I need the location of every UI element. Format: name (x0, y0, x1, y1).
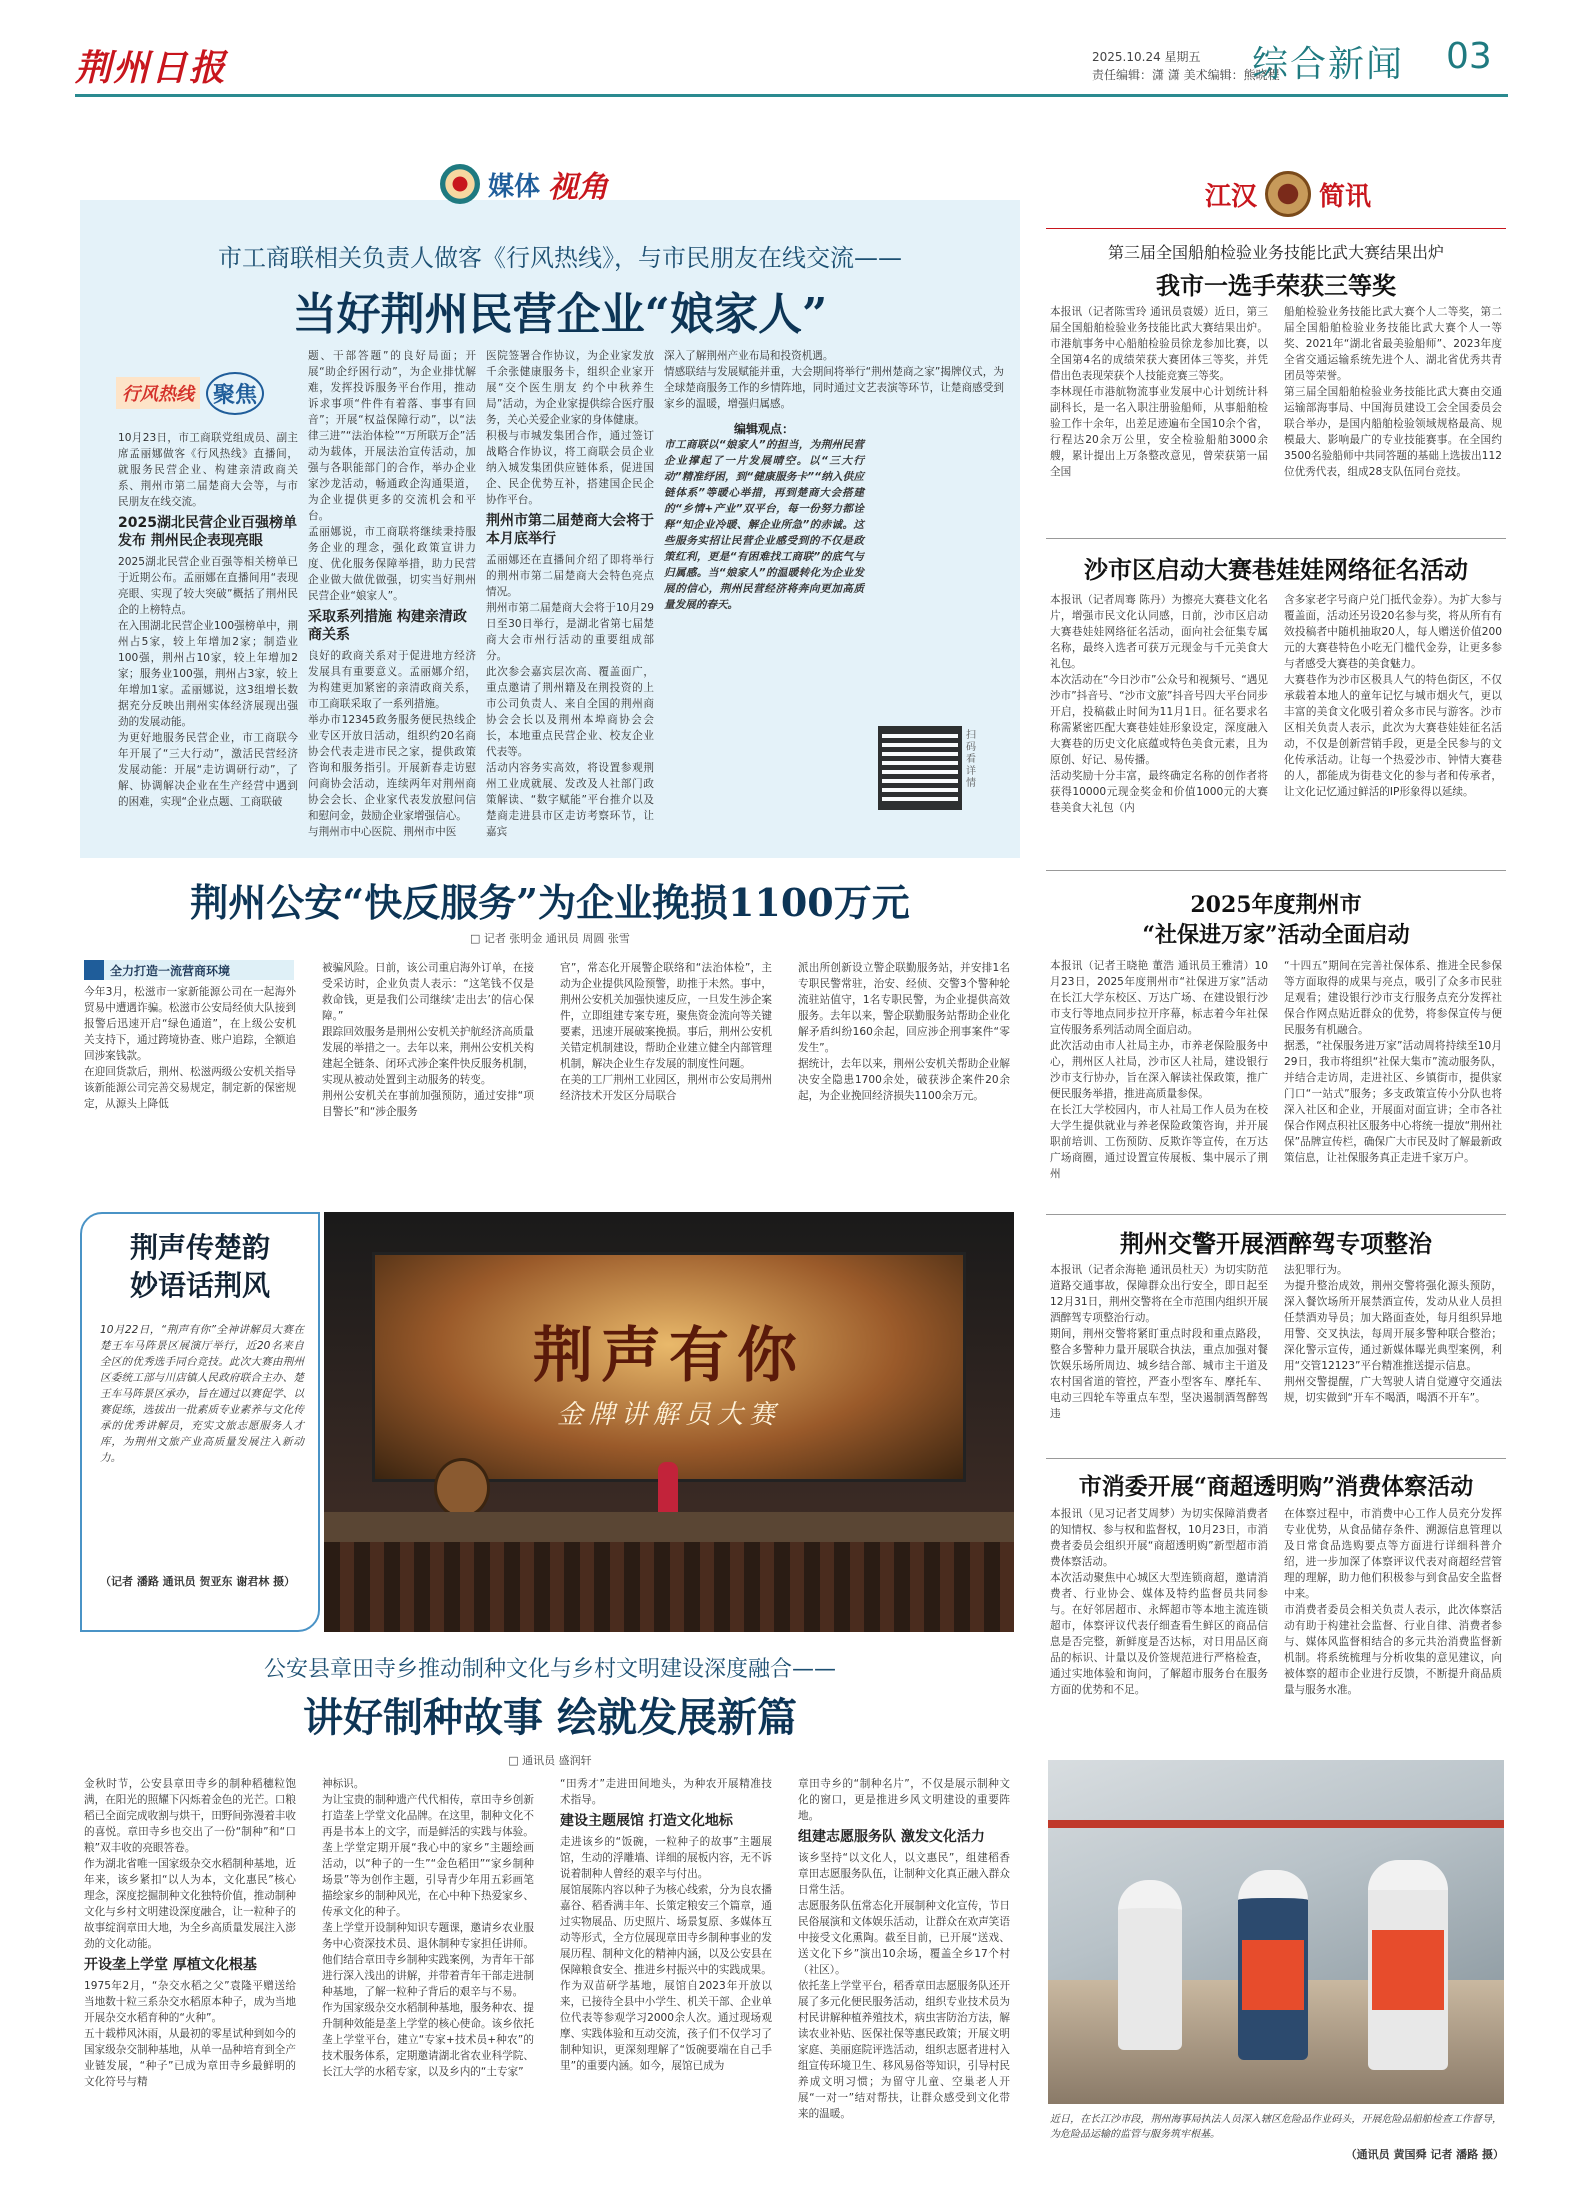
article-3-paragraph: 据悉，“社保服务进万家”活动周将持续至10月29日，我市将组织“社保大集市”流动服务队，并结合走访周，走进社区、乡镇街市，提供家门口“一站式”服务；多支政策宣传小分队也将深入社区和企业，开展面对面宣讲；全市各社保合作网点积社区服务中心将统一提放“荆州社保”品牌宣传栏，确保广大市民及时了解最新政策信息，让社保服务真正走进千家万户。 (1284, 1040, 1502, 1164)
qr-caption: 扫码看详情 (966, 730, 976, 789)
article-5-col-2 (1284, 1506, 1502, 1750)
inspector-figure (1118, 1880, 1182, 2050)
ship-rail (1048, 1820, 1504, 1828)
masthead-rule (75, 94, 1508, 97)
article-divider (1046, 1214, 1506, 1215)
media-banner (440, 160, 680, 208)
article-5-col-1 (1050, 1506, 1268, 1750)
article-2-paragraph: 含多家老字号商户兑门抵代金券）。为扩大参与覆盖面，活动还另设20名参与奖，将从所有有效投稿者中随机抽取20人，每人赠送价值200元的大赛巷特色小吃无门槛代金券，让更多参与者感受大赛巷的美食魅力。 (1284, 594, 1502, 670)
opera-stage-photo (324, 1212, 1014, 1632)
brief-banner-b: 简讯 (1319, 181, 1372, 212)
seed-headline: 讲好制种故事 绘就发展新篇 (303, 1694, 797, 1741)
article-3-title-1: 2025年度荆州市 (1190, 892, 1362, 918)
police-paragraph: 今年3月，松滋市一家新能源公司在一起海外贸易中遭遇诈骗。松滋市公安局经侦大队接到报警后迅速开启“绿色通道”，在上级公安机关支持下，通过跨境协查、账户追踪，全额追回涉案钱款。 (84, 986, 296, 1062)
seed-col-4 (798, 1776, 1010, 2184)
police-col-4 (798, 960, 1010, 1204)
police-headline: 荆州公安“快反服务”为企业挽损1100万元 (190, 880, 910, 925)
article-1-paragraph: 李林现任市港航物流事业发展中心计划统计科副科长，是一名入职注册验船师，从事船舶检验工作十余年，出差足迹遍布全国10余个省，行程达20余万公里，安全检验船舶3000余艘，累计提出上万条整改意见，曾荣获第一届全国 (1050, 386, 1268, 478)
article-4-paragraph: 本报讯（记者余海艳 通讯员杜天）为切实防范道路交通事故，保障群众出行安全，即日起至12月31日，荆州交警将在全市范围内组织开展酒醉驾专项整治行动。 (1050, 1264, 1268, 1324)
media-subhead: 2025湖北民营企业百强榜单发布 荆州民企表现亮眼 (118, 515, 297, 549)
article-divider (1046, 538, 1506, 539)
media-paragraph: 孟丽娜说，市工商联将继续秉持服务企业的理念，强化政策宣讲力度、优化服务保障举措，助力民营企业做大做优做强，切实当好荆州民营企业“娘家人”。 (308, 526, 476, 602)
police-paragraph: 被骗风险。日前，该公司重启海外订单，在接受采访时，企业负责人表示：“这笔钱不仅是救命钱，更是我们公司继续‘走出去’的信心保障。” (322, 962, 534, 1022)
article-5-paragraph: 本次活动聚焦中心城区大型连锁商超，邀请消费者、行业协会、媒体及特约监督员共同参与。在好邻居超市、永辉超市等本地主流连锁超市，体察评议代表仔细查看生鲜区的商品信息是否完整，新鲜度是否达标，对日用品区商品的标识、计量以及价签规范进行严格检查，通过实地体验和询问，了解超市服务台在服务方面的优势和不足。 (1050, 1572, 1268, 1696)
article-1-paragraph: 船舶检验业务技能比武大赛个人二等奖，第二届全国船舶检验业务技能比武大赛个人一等奖、2021年“湖北省最美验船师”、2023年度全省交通运输系统先进个人、湖北省优秀共青团员等荣誉。 (1284, 306, 1502, 382)
article-1-paragraph: 第三届全国船舶检验业务技能比武大赛由交通运输部海事局、中国海员建设工会全国委员会联合举办，是国内船舶检验领域规格最高、规模最大、影响最广的专业技能赛事。在全国约3500名验船师中共同答题的基础上选拔出112位优秀代表，组成28支队伍同台竞技。 (1284, 386, 1502, 478)
stage-drum (434, 1458, 490, 1518)
police-col-1 (84, 984, 296, 1204)
article-4-paragraph: 期间，荆州交警将紧盯重点时段和重点路段，整合多警种力量开展联合执法，重点加强对餐饮娱乐场所周边、城乡结合部、城市主干道及农村国省道的管控，严查小型客车、摩托车、电动三四轮车等重点车型，坚决遏制酒驾醉驾违 (1050, 1328, 1268, 1420)
seed-paragraph: 1975年2月，“杂交水稻之父”袁隆平赠送给当地数十粒三系杂交水稻原本种子，成为当地开展杂交水稻育种的“火种”。 (84, 1980, 296, 2024)
article-4-col-1 (1050, 1262, 1268, 1452)
article-4-paragraph: 荆州交警提醒，广大驾驶人请自觉遵守交通法规，切实做到“开车不喝酒，喝酒不开车”。 (1284, 1376, 1502, 1404)
article-5-title: 市消委开展“商超透明购”消费体察活动 (1078, 1473, 1474, 1500)
seed-col-2 (322, 1776, 534, 2184)
audience-seats (324, 1542, 1014, 1632)
media-paragraph: 荆州市第二届楚商大会将于10月29日至30日举行，是湖北省第七届楚商大会市州行活动的重要组成部分。 (486, 602, 654, 662)
editor-view-body: 市工商联以“娘家人”的担当，为荆州民营企业撑起了一片发展晴空。以“三大行动”精准纾困，到“健康服务卡”“纳入供应链体系”等暖心举措，再到楚商大会搭建的“乡情+产业”双平台，每一份努力都诠释“知企业冷暖、解企业所急”的赤诚。这些服务实招让民营企业感受到的不仅是政策红利，更是“有困难找工商联”的底气与归属感。当“娘家人”的温暖转化为企业发展的信心，荆州民营经济将奔向更加高质量发展的春天。 (664, 439, 864, 611)
seed-paragraph: 为让宝贵的制种遗产代代相传，章田寺乡创新打造垄上学堂文化品牌。在这里，制种文化不再是书本上的文字，而是鲜活的实践与体验。 (322, 1794, 534, 1838)
life-vest (1242, 1940, 1304, 2010)
section-mark-icon (84, 960, 104, 980)
brief-banner-a: 江汉 (1204, 181, 1257, 212)
media-paragraph: 为更好地服务民营企业，市工商联今年开展了“三大行动”，激活民营经济发展动能：开展“走访调研行动”，了解、协调解决企业在生产经营中遇到的困难，实现“企业点题、工商联破 (118, 732, 298, 808)
photo-caption: 近日，在长江沙市段，荆州海事局执法人员深入辖区危险品作业码头，开展危险品船舶检查工作督导，为危险品运输的监管与服务筑牢根基。 (1050, 2114, 1502, 2140)
article-2-title: 沙市区启动大赛巷娃娃网络征名活动 (1084, 555, 1468, 584)
article-1-paragraph: 本报讯（记者陈雪玲 通讯员袁媛）近日，第三届全国船舶检验业务技能比武大赛结果出炉。市港航事务中心船舶检验员徐龙参加比赛，以全国第4名的成绩荣获大赛团体三等奖，并凭借出色表现荣获个人技能竞赛三等奖。 (1050, 306, 1268, 382)
brief-banner (1168, 164, 1408, 224)
seed-col-3 (560, 1776, 772, 2184)
opera-credit: （记者 潘路 通讯员 贺亚东 谢君林 摄） (100, 1575, 296, 1588)
stage-floor (324, 1512, 1014, 1542)
article-3-paragraph: 本报讯（记者王晓艳 董浩 通讯员王雅清）10月23日，2025年度荆州市“社保进万家”活动在长江大学东校区、万达广场、在建设银行沙市支行等地点同步拉开序幕，标志着今年社保宣传服务系列活动周全面启动。 (1050, 960, 1268, 1036)
brief-banner-rule (1046, 228, 1506, 229)
article-divider (1046, 870, 1506, 871)
police-paragraph: 跟踪回效服务是荆州公安机关护航经济高质量发展的举措之一。去年以来，荆州公安机关构建起全链条、闭环式涉企案件快反服务机制，实现从被动处置到主动服务的转变。 (322, 1026, 534, 1086)
media-paragraph: 孟丽娜还在直播间介绍了即将举行的荆州市第二届楚商大会特色亮点情况。 (486, 554, 654, 598)
article-2-paragraph: 活动奖励十分丰富，最终确定名称的创作者将获得10000元现金奖金和价值1000元的大赛巷美食大礼包（内 (1050, 770, 1268, 814)
seed-paragraph: 该乡坚持“以文化人，以文惠民”，组建稻香章田志愿服务队伍，让制种文化真正融入群众日常生活。 (798, 1852, 1010, 1896)
media-col-1 (118, 430, 298, 854)
seed-subhead: 开设垄上学堂 厚植文化根基 (84, 1957, 257, 1973)
media-paragraph: 10月23日，市工商联党组成员、副主席孟丽娜做客《行风热线》直播间，就服务民营企业、构建亲清政商关系、荆州市第二届楚商大会等，与市民朋友在线交流。 (118, 432, 298, 508)
police-paragraph: 在迎回货款后，荆州、松滋两级公安机关指导该新能源公司完善交易规定，制定新的保密规定，从源头上降低 (84, 1066, 296, 1110)
photo-credit: （通讯员 黄国舜 记者 潘路 摄） (1345, 2148, 1504, 2161)
seed-paragraph: 金秋时节，公安县章田寺乡的制种稻穗粒饱满，在阳光的照耀下闪烁着金色的光芒。口粮稻已全面完成收割与烘干，田野间弥漫着丰收的喜悦。章田寺乡也交出了一份“制种”和“口粮”双丰收的亮眼答卷。 (84, 1778, 296, 1854)
opera-title-2: 妙语话荆风 (129, 1269, 270, 1302)
article-3-paragraph: “十四五”期间在完善社保体系、推进全民参保等方面取得的成果与亮点，吸引了众多市民驻足观看；建设银行沙市支行服务点充分发挥社保合作网点贴近群众的优势，将参保宣传与便民服务有机融合。 (1284, 960, 1502, 1036)
hotline-logo (116, 370, 286, 416)
media-banner-a: 媒体 (488, 171, 541, 202)
seed-subhead: 组建志愿服务队 激发文化活力 (798, 1829, 985, 1845)
seed-paragraph: 神标识。 (322, 1778, 365, 1790)
article-1-col-1 (1050, 304, 1268, 532)
medallion-icon (440, 164, 480, 204)
media-paragraph: 题、干部答题”的良好局面；开展“助企纾困行动”，为企业排忧解难，发挥投诉服务平台作用，推动诉求事项“件件有着落、事事有回音”；开展“权益保障行动”，以“法律三进”“法治体检”“万所联万企”活动为载体，开展法治宣传活动，加强与各职能部门的合作，举办企业家沙龙活动，畅通政企沟通渠道，为企业提供更多的交流机会和平台。 (308, 350, 476, 522)
article-1-kicker: 第三届全国船舶检验业务技能比武大赛结果出炉 (1107, 243, 1444, 262)
article-1-col-2 (1284, 304, 1502, 532)
media-paragraph: 积极与市城发集团合作，通过签订战略合作协议，将工商联会员企业纳入城发集团供应链体系，促进国企、民企优势互补，搭建国企民企协作平台。 (486, 430, 654, 506)
seed-paragraph: 五十载栉风沐雨，从最初的零星试种到如今的国家级杂交制种基地，从单一品种培育到全产业链发展，“种子”已成为章田寺乡最鲜明的文化符号与精 (84, 2028, 296, 2088)
media-paragraph: 2025湖北民营企业百强等相关榜单已于近期公布。孟丽娜在直播间用“表现亮眼、实现了较大突破”概括了荆州民企的上榜特点。 (118, 556, 298, 616)
media-paragraph: 举办市12345政务服务便民热线企业专区开放日活动，组织约20名商协会代表走进市民之家，提供政策咨询和服务指引。开展新春走访慰问商协会活动，连续两年对荆州商协会会长、企业家代表发放慰问信和慰问金，鼓励企业家增强信心。 (308, 714, 476, 822)
media-col-3 (486, 348, 654, 854)
stage-screen-title: 荆声有你 (533, 1321, 805, 1391)
editor-view (664, 420, 864, 613)
seed-paragraph: “田秀才”走进田间地头，为种农开展精准技术指导。 (560, 1778, 772, 1806)
section-title: 综合新闻 (1252, 44, 1405, 85)
article-3-title-2: “社保进万家”活动全面启动 (1142, 922, 1410, 948)
life-vest (1372, 1930, 1444, 2010)
media-paragraph: 情感联结与发展赋能并重，大会期间将举行“荆州楚商之家”揭牌仪式，为全球楚商服务工作的乡情阵地，同时通过文艺表演等环节，让楚商感受到家乡的温暖，增强归属感。 (664, 366, 1004, 410)
article-4-col-2 (1284, 1262, 1502, 1452)
issue-date: 2025.10.24 星期五 (1092, 50, 1201, 64)
seed-subhead: 建设主题展馆 打造文化地标 (560, 1813, 733, 1829)
bronze-vessel-icon (1265, 171, 1311, 217)
article-4-paragraph: 法犯罪行为。 (1284, 1264, 1348, 1276)
article-4-title: 荆州交警开展酒醉驾专项整治 (1120, 1229, 1432, 1258)
seed-kicker: 公安县章田寺乡推动制种文化与乡村文明建设深度融合—— (263, 1657, 836, 1682)
editors-line: 责任编辑：潇 潇 美术编辑：熊晓程 (1092, 68, 1280, 82)
article-2-paragraph: 本次活动在“今日沙市”公众号和视频号、“遇见沙市”抖音号、“沙市文旅”抖音号四大平台同步开启，投稿截止时间为11月1日。征名要求名称需紧密匹配大赛巷娃娃形象设定，深度融入大赛巷的历史文化底蕴或特色美食元素，且为原创、好记、易传播。 (1050, 674, 1268, 766)
police-paragraph: 据统计，去年以来，荆州公安机关帮助企业解决安全隐患1700余处，破获涉企案件20余起，为企业挽回经济损失1100余万元。 (798, 1058, 1010, 1102)
article-3-col-2 (1284, 958, 1502, 1208)
article-5-paragraph: 在体察过程中，市消费中心工作人员充分发挥专业优势，从食品储存条件、溯源信息管理以及日常食品选购要点等方面进行详细科普介绍，进一步加深了体察评议代表对商超经营管理的理解，助力他们积极参与到食品安全监督中来。 (1284, 1508, 1502, 1600)
stage-screen-subtitle: 金牌讲解员大赛 (556, 1400, 781, 1430)
media-paragraph: 此次参会嘉宾层次高、覆盖面广，重点邀请了荆州籍及在荆投资的上市公司负责人、来自全国的荆州商协会会长以及荆州本埠商协会会长，本地重点民营企业、校友企业代表等。 (486, 666, 654, 758)
seed-col-1 (84, 1776, 296, 2184)
article-2-col-1 (1050, 592, 1268, 862)
article-5-paragraph: 市消费者委员会相关负责人表示，此次体察活动有助于构建社会监督、行业自律、消费者参与、媒体风监督相结合的多元共治消费监督新机制。将系统梳理与分析收集的意见建议，向被体察的超市企业进行反馈，不断提升商品质量与服务水准。 (1284, 1604, 1502, 1696)
article-1-title: 我市一选手荣获三等奖 (1156, 271, 1396, 300)
police-paragraph: 在美的工厂荆州工业园区，荆州市公安局荆州经济技术开发区分局联合 (560, 1074, 772, 1102)
hotline-logo-a: 行风热线 (116, 377, 200, 409)
seed-paragraph: 作为双苗研学基地，展馆自2023年开放以来，已接待全县中小学生、机关干部、企业单位代表等参观学习2000余人次。通过现场观摩、实践体验和互动交流，孩子们不仅学习了制种知识，更深刻理解了“饭碗要端在自己手里”的重要内涵。如今，展馆已成为 (560, 1980, 772, 2072)
article-2-paragraph: 本报讯（记者周骞 陈丹）为擦亮大赛巷文化名片，增强市民文化认同感，日前，沙市区启动大赛巷娃娃网络征名活动，面向社会征集专属名称，最终入选者可获万元现金与千元美食大礼包。 (1050, 594, 1268, 670)
article-2-col-2 (1284, 592, 1502, 862)
seed-paragraph: 垄上学堂定期开展“我心中的家乡”主题绘画活动，以“种子的一生”“金色稻田”“家乡制种场景”等为创作主题，引导青少年用五彩画笔描绘家乡的制种风光，在心中种下热爱家乡、传承文化的种子。 (322, 1842, 534, 1918)
media-paragraph: 医院签署合作协议，为企业家发放千余张健康服务卡，组织企业家开展“交个医生朋友 约个中秋养生局”活动，为企业家提供综合医疗服务，关心关爱企业家的身体健康。 (486, 350, 654, 426)
media-paragraph: 良好的政商关系对于促进地方经济发展具有重要意义。孟丽娜介绍，为构建更加紧密的亲清政商关系，市工商联采取了一系列措施。 (308, 650, 476, 710)
seed-paragraph: 展馆展陈内容以种子为核心线索，分为良农播嘉谷、稻香满丰年、长策定粮安三个篇章，通过实物展品、历史照片、场景复原、多媒体互动等形式，全方位展现章田寺乡制种事业的发展历程、制种文化的精神内涵，以及公安县在保障粮食安全、推进乡村振兴中的实践成果。 (560, 1884, 772, 1976)
opera-title-1: 荆声传楚韵 (129, 1231, 270, 1264)
police-paragraph: 荆州公安机关在事前加强预防，通过安排“项目警长”和“涉企服务 (322, 1090, 534, 1118)
article-3-paragraph: 此次活动由市人社局主办，市养老保险服务中心，荆州区人社局，沙市区人社局，建设银行沙市支行协办，旨在深入解读社保政策，推广便民服务举措，推进高质量参保。 (1050, 1040, 1268, 1100)
police-tag-label: 全力打造一流营商环境 (110, 963, 231, 978)
police-paragraph: 派出所创新设立警企联勤服务站，并安排1名专职民警常驻，治安、经侦、交警3个警种轮流驻站值守，1名专职民警，为企业提供高效服务。去年以来，警企联勤服务站帮助企业化解矛盾纠纷160余起，回应涉企刑事案件“零发生”。 (798, 962, 1010, 1054)
media-col-2 (308, 348, 476, 854)
media-subhead: 荆州市第二届楚商大会将于本月底举行 (486, 513, 654, 547)
police-paragraph: 官”，常态化开展警企联络和“法治体检”，主动为企业提供风险预警，助推于未然。事中，荆州公安机关加强快速反应，一旦发生涉企案件，立即组建专案专班，聚焦资金流向等关键要素，迅速开展破案挽损。事后，荆州公安机关错定机制建设，帮助企业建立健全内部管理机制，解决企业生存发展的制度性问题。 (560, 962, 772, 1070)
seed-paragraph: 走进该乡的“饭碗，一粒种子的故事”主题展馆，生动的浮雕墙、详细的展板内容，无不诉说着制种人曾经的艰辛与付出。 (560, 1836, 772, 1880)
article-divider (1046, 1458, 1506, 1459)
article-5-paragraph: 本报讯（见习记者艾周梦）为切实保障消费者的知情权、参与权和监督权，10月23日，市消费者委员会组织开展“商超透明购”新型超市消费体察活动。 (1050, 1508, 1268, 1568)
article-4-paragraph: 为提升整治成效，荆州交警将强化源头预防，深入餐饮场所开展禁酒宣传，发动从业人员担任禁酒劝导员；加大路面查处，每月组织异地用警、交叉执法，每周开展多警种联合整治；深化警示宣传，通过新媒体曝光典型案例，利用“交管12123”平台精准推送提示信息。 (1284, 1280, 1502, 1372)
maritime-inspection-photo (1048, 1760, 1504, 2104)
article-2-paragraph: 大赛巷作为沙市区极具人气的特色街区，不仅承载着本地人的童年记忆与城市烟火气，更以丰富的美食文化吸引着众多市民与游客。沙市区相关负责人表示，此次为大赛巷娃娃征名活动，不仅是创新营销手段，更是全民参与的文化传承活动。让每一个热爱沙市、钟情大赛巷的人，都能成为街巷文化的参与者和传承者，让文化记忆通过鲜活的IP形象得以延续。 (1284, 674, 1502, 798)
police-col-2 (322, 960, 534, 1204)
seed-paragraph: 垄上学堂开设制种知识专题课，邀请乡农业服务中心资深技术员、退休制种专家担任讲师。他们结合章田寺乡制种实践案例，为青年干部进行深入浅出的讲解，并带着青年干部走进制种基地，了解一粒种子背后的艰辛与不易。 (322, 1922, 534, 1998)
seed-byline: □ 通讯员 盛润轩 (508, 1754, 592, 1767)
page-number: 03 (1446, 36, 1492, 77)
hotline-logo-b: 聚焦 (206, 372, 264, 415)
seed-paragraph: 作为国家级杂交水稻制种基地，服务种农、提升制种效能是垄上学堂的核心使命。该乡依托垄上学堂平台，建立“专家+技术员+种农”的技术服务体系，定期邀请湖北省农业科学院、长江大学的水稻专家，以及乡内的“土专家” (322, 2002, 534, 2078)
police-tag (84, 960, 294, 980)
article-3-paragraph: 在长江大学校园内，市人社局工作人员为在校大学生提供就业与养老保险政策咨询，并开展职前培训、工伤预防、反欺诈等宣传，在万达广场商圈，通过设置宣传展板、集中展示了荆州 (1050, 1104, 1268, 1180)
media-paragraph: 深入了解荆州产业布局和投资机遇。 (664, 350, 834, 362)
media-banner-b: 视角 (548, 170, 609, 205)
seed-paragraph: 章田寺乡的“制种名片”，不仅是展示制种文化的窗口，更是推进乡风文明建设的重要阵地。 (798, 1778, 1010, 1822)
article-3-col-1 (1050, 958, 1268, 1208)
opera-body: 10月22日，“荆声有你”全神讲解员大赛在楚王车马阵景区展演厅举行，近20名来自全区的优秀选手同台竞技。此次大赛由荆州区委统工部与川店镇人民政府联合主办、楚王车马阵景区承办，旨在通过以赛促学、以赛促练，选拔出一批素质专业素养与文化传承的优秀讲解员，充实文旅志愿服务人才库，为荆州文旅产业高质量发展注入新动力。 (100, 1324, 304, 1464)
seed-paragraph: 志愿服务队伍常态化开展制种文化宣传，节日民俗展演和文体娱乐活动，让群众在欢声笑语中接受文化熏陶。截至目前，已开展“送戏、送文化下乡”演出10余场，覆盖全乡17个村（社区）。 (798, 1900, 1010, 1976)
media-paragraph: 在入围湖北民营企业100强榜单中，荆州占5家，较上年增加2家；制造业100强，荆州占10家，较上年增加2家；服务业100强，荆州占3家，较上年增加1家。孟丽娜说，这3组增长数据充分反映出荆州实体经济展现出强劲的发展动能。 (118, 620, 298, 728)
qr-code[interactable] (878, 726, 962, 810)
police-col-3 (560, 960, 772, 1204)
media-headline: 当好荆州民营企业“娘家人” (292, 289, 828, 340)
media-paragraph: 活动内容务实高效，将设置参观荆州工业成就展、发改及人社部门政策解读、“数字赋能”平台推介以及楚商走进县市区走访考察环节，让嘉宾 (486, 762, 654, 838)
editor-view-title: 编辑观点： (733, 422, 794, 436)
seed-paragraph: 作为湖北省唯一国家级杂交水稻制种基地，近年来，该乡紧扣“以人为本，文化惠民”核心理念，深度挖掘制种文化独特价值，推动制种文化与乡村文明建设深度融合，让一粒种子的故事绽润章田大地，为全乡高质量发展注入澎劲的文化动能。 (84, 1858, 296, 1950)
media-kicker: 市工商联相关负责人做客《行风热线》，与市民朋友在线交流—— (218, 244, 902, 272)
media-subhead: 采取系列措施 构建亲清政商关系 (308, 609, 467, 643)
police-byline: □ 记者 张明金 通讯员 周圆 张雪 (470, 932, 630, 945)
newspaper-logo: 荆州日报 (75, 47, 228, 89)
seed-paragraph: 依托垄上学堂平台，稻香章田志愿服务队还开展了多元化便民服务活动，组织专业技术员为村民讲解种植养殖技术，病虫害防治方法，解读农业补贴、医保社保等惠民政策；开展文明家庭、美丽庭院评选活动，组织志愿者进村入组宣传环境卫生、移风易俗等知识，引导村民养成文明习惯；为留守儿童、空巢老人开展“一对一”结对帮扶，让群众感受到文化带来的温暖。 (798, 1980, 1010, 2120)
media-paragraph: 与荆州市中心医院、荆州市中医 (308, 826, 457, 838)
